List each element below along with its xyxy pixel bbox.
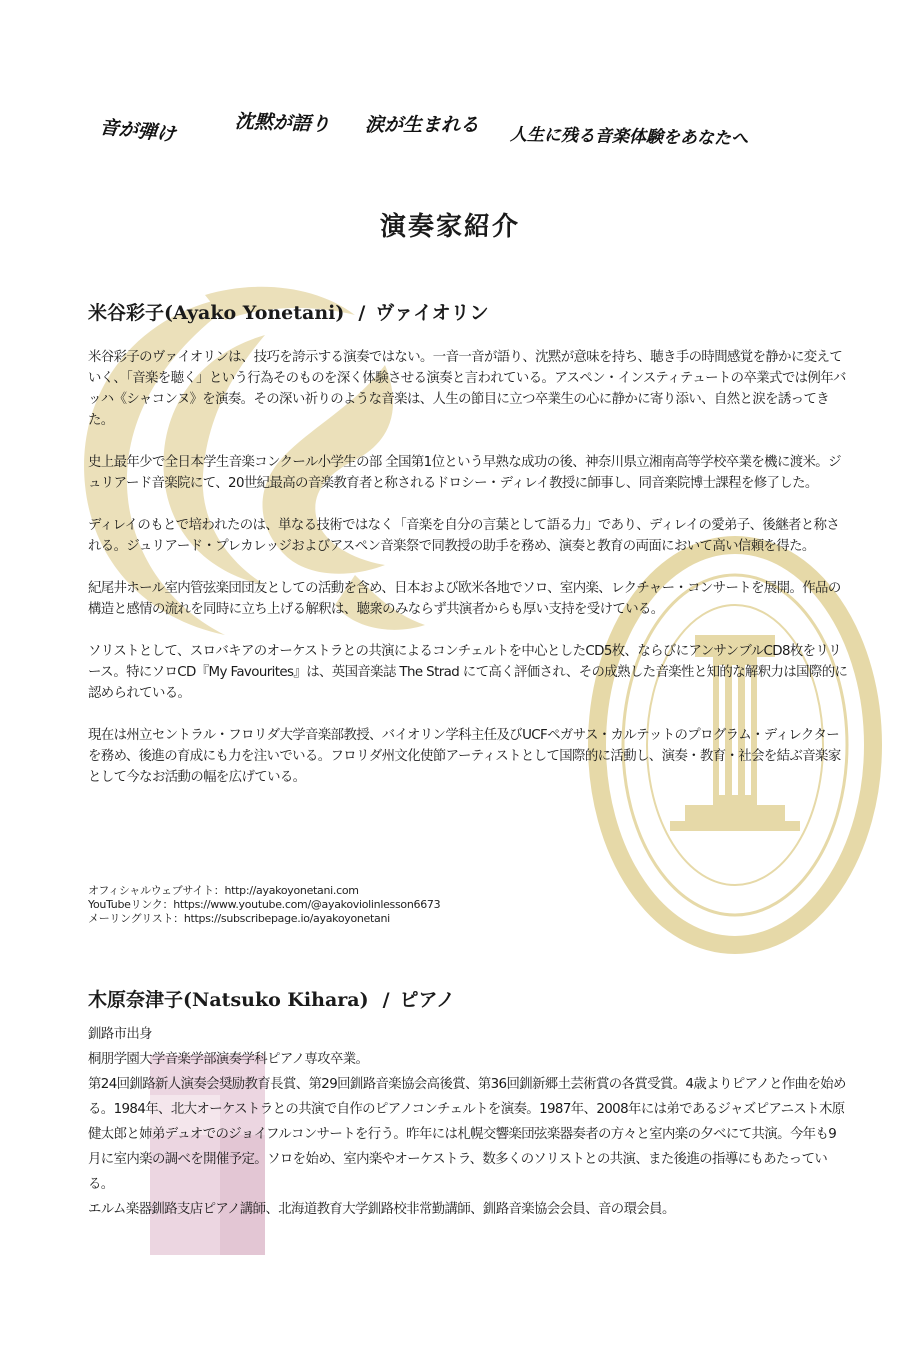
tagline-part-1: 音が弾け: [98, 116, 177, 146]
bio-paragraph: 米谷彩子のヴァイオリンは、技巧を誇示する演奏ではない。一音一音が語り、沈黙が意味を持ち、聴き手の時間感覚を静かに変えていく、「音楽を聴く」という行為そのものを深く体験させる演奏と言われている。アスペン・インスティテュートの卒業式では例年バッハ《シャコンヌ》を演奏。その深い祈りのような音楽は、人生の節目に立つ卒業生の心に静かに寄り添い、自然と涙を誘ってきた。: [88, 350, 846, 428]
tagline-part-4: 人生に残る音楽体験をあなたへ: [509, 124, 749, 150]
bio-paragraph: ソリストとして、スロバキアのオーケストラとの共演によるコンチェルトを中心としたCD5枚、ならびにアンサンブルCD8枚をリリース。特にソロCD『My Favourites』は、英国音楽誌 The Strad にて高く評価され、その成熟した音楽性と知的な解釈力は国際的に認められている。: [88, 644, 848, 701]
bio-paragraph: ディレイのもとで培われたのは、単なる技術ではなく「音楽を自分の言葉として語る力」であり、ディレイの愛弟子、後継者と称される。ジュリアード・プレカレッジおよびアスペン音楽祭で同教授の助手を務め、演奏と教育の両面において高い信頼を得た。: [88, 518, 840, 554]
performer-name-en: (Ayako Yonetani): [164, 302, 345, 324]
performer-name-en: (Natsuko Kihara): [183, 989, 369, 1011]
performer-bio-yonetani: [88, 347, 848, 809]
performer-links-yonetani: [88, 884, 440, 926]
performer-instrument: ピアノ: [399, 989, 456, 1011]
bio-paragraph: 史上最年少で全日本学生音楽コンクール小学生の部 全国第1位という早熟な成功の後、神奈川県立湘南高等学校卒業を機に渡米。ジュリアード音楽院にて、20世紀最高の音楽教育者と称されるドロシー・ディレイ教授に師事し、同音楽院博士課程を修了した。: [88, 455, 841, 491]
bio-line: エルム楽器釧路支店ピアノ講師、北海道教育大学釧路校非常勤講師、釧路音楽協会会員、音の環会員。: [88, 1202, 675, 1217]
bio-paragraph: 現在は州立セントラル・フロリダ大学音楽部教授、バイオリン学科主任及びUCFペガサス・カルテットのプログラム・ディレクターを務め、後進の育成にも力を注いでいる。フロリダ州文化使節アーティストとして国際的に活動し、演奏・教育・社会を結ぶ音楽家として今なお活動の幅を広げている。: [88, 728, 841, 785]
mailing-list-link[interactable]: メーリングリスト：https://subscribepage.io/ayakoyonetani: [88, 912, 390, 925]
tagline-part-2: 沈黙が語り: [234, 110, 331, 136]
youtube-link[interactable]: YouTubeリンク：https://www.youtube.com/@ayakoviolinlesson6673: [88, 898, 441, 911]
performer-heading-kihara: 木原奈津子(Natsuko Kihara) / ピアノ: [88, 989, 456, 1011]
bio-paragraph: 紀尾井ホール室内管弦楽団団友としての活動を含め、日本および欧米各地でソロ、室内楽、レクチャー・コンサートを展開。作品の構造と感情の流れを同時に立ち上げる解釈は、聴衆のみならず共演者からも厚い支持を受けている。: [88, 581, 841, 617]
bio-line: 第24回釧路新人演奏会奨励教育長賞、第29回釧路音楽協会高後賞、第36回釧新郷土芸術賞の各賞受賞。4歳よりピアノと作曲を始める。1984年、北大オーケストラとの共演で自作のピアノコンチェルトを演奏。1987年、2008年には弟であるジャズピアニスト木原健太郎と姉弟デュオでのジョイフルコンサートを行う。昨年には札幌交響楽団弦楽器奏者の方々と室内楽の夕べにて共演。今年も9月に室内楽の調べを開催予定。ソロを始め、室内楽やオーケストラ、数多くのソリストとの共演、また後進の指導にもあたっている。: [88, 1077, 846, 1192]
tagline: [100, 108, 840, 158]
performer-name: 米谷彩子: [88, 302, 165, 324]
website-link[interactable]: オフィシャルウェブサイト：http://ayakoyonetani.com: [88, 884, 359, 897]
performer-instrument: ヴァイオリン: [375, 302, 489, 324]
bio-line: 釧路市出身: [88, 1027, 152, 1042]
page-title: 演奏家紹介: [379, 212, 520, 242]
performer-heading-yonetani: 米谷彩子(Ayako Yonetani) / ヴァイオリン: [88, 302, 489, 324]
tagline-part-3: 涙が生まれる: [365, 114, 480, 136]
performer-name: 木原奈津子: [88, 989, 184, 1011]
bio-line: 桐朋学園大学音楽学部演奏学科ピアノ専攻卒業。: [88, 1052, 369, 1067]
performer-bio-kihara: [88, 1022, 848, 1222]
